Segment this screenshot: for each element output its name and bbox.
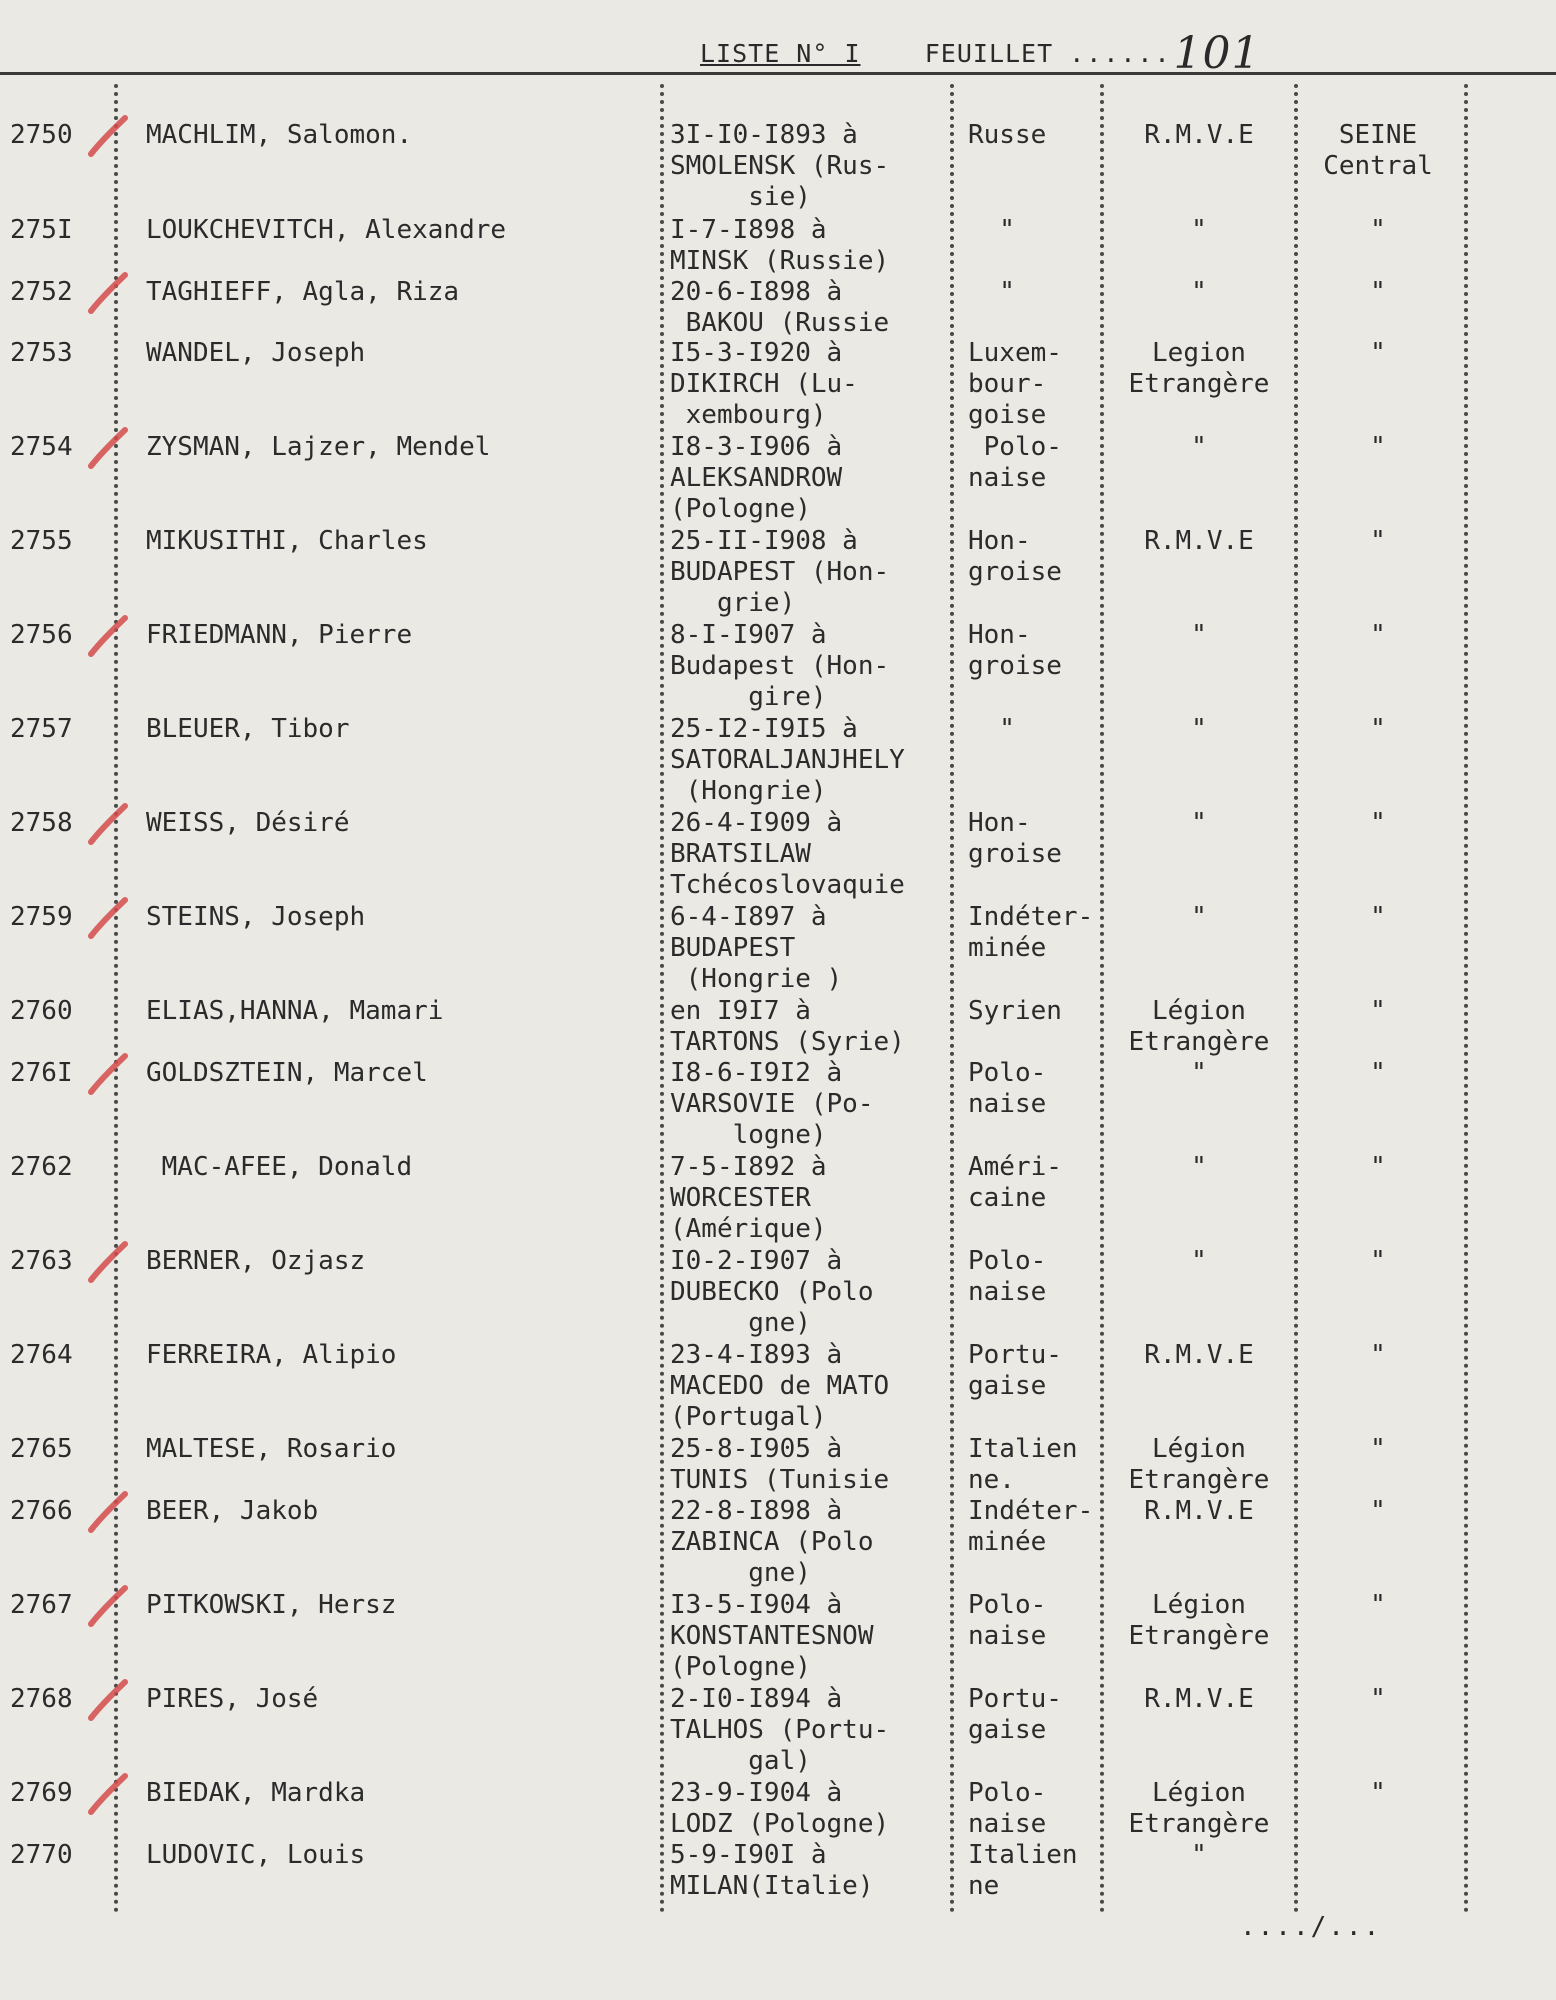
nationality: Polo- naise: [968, 1246, 1047, 1307]
record-number: 276I: [10, 1058, 73, 1088]
nationality: Luxem- bour- goise: [968, 338, 1062, 430]
person-name: GOLDSZTEIN, Marcel: [146, 1058, 428, 1088]
person-name: MAC-AFEE, Donald: [146, 1152, 413, 1182]
department: ": [1370, 808, 1386, 838]
nationality: Russe: [968, 120, 1047, 150]
record-number: 2753: [10, 338, 73, 368]
list-item: [0, 1246, 1556, 1340]
service-unit: ": [1191, 1840, 1207, 1870]
red-check-mark-icon: [88, 896, 128, 940]
person-name: BIEDAK, Mardka: [146, 1778, 366, 1808]
red-check-mark-icon: [88, 1678, 128, 1722]
person-name: BERNER, Ozjasz: [146, 1246, 366, 1276]
birth-date-place: 25-8-I905 à TUNIS (Tunisie: [670, 1434, 890, 1495]
person-name: PITKOWSKI, Hersz: [146, 1590, 397, 1620]
red-check-mark-icon: [88, 1052, 128, 1096]
department: ": [1370, 1590, 1386, 1620]
department: ": [1370, 526, 1386, 556]
service-unit: ": [1191, 902, 1207, 932]
list-item: [0, 1340, 1556, 1434]
department: ": [1370, 277, 1386, 307]
department: ": [1370, 1496, 1386, 1526]
birth-date-place: 7-5-I892 à WORCESTER (Amérique): [670, 1152, 827, 1244]
birth-date-place: 23-9-I904 à LODZ (Pologne): [670, 1778, 890, 1839]
service-unit: R.M.V.E: [1144, 1340, 1254, 1370]
person-name: BEER, Jakob: [146, 1496, 319, 1526]
birth-date-place: I3-5-I904 à KONSTANTESNOW (Pologne): [670, 1590, 874, 1682]
department: ": [1370, 1778, 1386, 1808]
red-check-mark-icon: [88, 802, 128, 846]
birth-date-place: I-7-I898 à MINSK (Russie): [670, 215, 890, 276]
nationality: Polo- naise: [968, 432, 1062, 493]
red-check-mark-icon: [88, 1584, 128, 1628]
person-name: PIRES, José: [146, 1684, 319, 1714]
service-unit: R.M.V.E: [1144, 1684, 1254, 1714]
list-item: [0, 1590, 1556, 1684]
department: ": [1370, 996, 1386, 1026]
nationality: Portu- gaise: [968, 1684, 1062, 1745]
record-number: 2762: [10, 1152, 73, 1182]
list-item: [0, 808, 1556, 902]
person-name: FERREIRA, Alipio: [146, 1340, 397, 1370]
birth-date-place: 2-I0-I894 à TALHOS (Portu- gal): [670, 1684, 890, 1776]
person-name: WANDEL, Joseph: [146, 338, 366, 368]
birth-date-place: 25-I2-I9I5 à SATORALJANJHELY (Hongrie): [670, 714, 905, 806]
service-unit: ": [1191, 1058, 1207, 1088]
nationality: Hon- groise: [968, 808, 1062, 869]
list-item: [0, 1152, 1556, 1246]
birth-date-place: I8-3-I906 à ALEKSANDROW (Pologne): [670, 432, 843, 524]
continuation-mark: ..../...: [1240, 1912, 1382, 1942]
birth-date-place: 3I-I0-I893 à SMOLENSK (Rus- sie): [670, 120, 890, 212]
service-unit: ": [1191, 620, 1207, 650]
department: ": [1370, 1058, 1386, 1088]
service-unit: Légion Etrangère: [1128, 1590, 1270, 1651]
nationality: Italien ne: [968, 1840, 1078, 1901]
service-unit: ": [1191, 1246, 1207, 1276]
nationality: Indéter- minée: [968, 902, 1094, 963]
service-unit: Légion Etrangère: [1128, 996, 1270, 1057]
birth-date-place: 26-4-I909 à BRATSILAW Tchécoslovaquie: [670, 808, 905, 900]
nationality: Syrien: [968, 996, 1062, 1026]
record-number: 275I: [10, 215, 73, 245]
record-number: 2759: [10, 902, 73, 932]
person-name: MACHLIM, Salomon.: [146, 120, 413, 150]
nationality: Italien ne.: [968, 1434, 1078, 1495]
nationality: ": [968, 215, 1015, 245]
nationality: Indéter- minée: [968, 1496, 1094, 1557]
person-name: MIKUSITHI, Charles: [146, 526, 428, 556]
list-item: [0, 432, 1556, 526]
person-name: MALTESE, Rosario: [146, 1434, 397, 1464]
service-unit: Légion Etrangère: [1128, 1434, 1270, 1495]
record-number: 2758: [10, 808, 73, 838]
service-unit: R.M.V.E: [1144, 1496, 1254, 1526]
list-title: LISTE N° I: [700, 39, 861, 68]
record-number: 2754: [10, 432, 73, 462]
red-check-mark-icon: [88, 426, 128, 470]
list-item: [0, 620, 1556, 714]
service-unit: R.M.V.E: [1144, 120, 1254, 150]
header-rule: [0, 72, 1556, 75]
record-number: 2764: [10, 1340, 73, 1370]
nationality: ": [968, 714, 1015, 744]
red-check-mark-icon: [88, 614, 128, 658]
birth-date-place: 23-4-I893 à MACEDO de MATO (Portugal): [670, 1340, 890, 1432]
record-number: 2750: [10, 120, 73, 150]
nationality: Portu- gaise: [968, 1340, 1062, 1401]
department: ": [1370, 714, 1386, 744]
list-item: [0, 526, 1556, 620]
record-number: 2756: [10, 620, 73, 650]
birth-date-place: 5-9-I90I à MILAN(Italie): [670, 1840, 874, 1901]
person-name: TAGHIEFF, Agla, Riza: [146, 277, 460, 307]
list-item: [0, 1496, 1556, 1590]
nationality: ": [968, 277, 1015, 307]
record-number: 2755: [10, 526, 73, 556]
nationality: Polo- naise: [968, 1590, 1047, 1651]
service-unit: ": [1191, 808, 1207, 838]
department: ": [1370, 1246, 1386, 1276]
person-name: ZYSMAN, Lajzer, Mendel: [146, 432, 491, 462]
red-check-mark-icon: [88, 1772, 128, 1816]
service-unit: Legion Etrangère: [1128, 338, 1270, 399]
record-number: 2765: [10, 1434, 73, 1464]
service-unit: ": [1191, 215, 1207, 245]
record-number: 2769: [10, 1778, 73, 1808]
list-item: [0, 902, 1556, 996]
birth-date-place: 6-4-I897 à BUDAPEST (Hongrie ): [670, 902, 843, 994]
nationality: Polo- naise: [968, 1058, 1047, 1119]
red-check-mark-icon: [88, 1240, 128, 1284]
nationality: Améri- caine: [968, 1152, 1062, 1213]
birth-date-place: 25-II-I908 à BUDAPEST (Hon- grie): [670, 526, 890, 618]
birth-date-place: I0-2-I907 à DUBECKO (Polo gne): [670, 1246, 874, 1338]
department: ": [1370, 1434, 1386, 1464]
service-unit: R.M.V.E: [1144, 526, 1254, 556]
sheet-label: FEUILLET: [924, 39, 1054, 68]
nationality: Polo- naise: [968, 1778, 1047, 1839]
record-number: 2767: [10, 1590, 73, 1620]
sheet-number: 101: [1173, 28, 1261, 79]
sheet-dots: ......: [1069, 39, 1172, 68]
department: ": [1370, 1684, 1386, 1714]
list-item: [0, 120, 1556, 214]
birth-date-place: en I9I7 à TARTONS (Syrie): [670, 996, 905, 1057]
service-unit: ": [1191, 432, 1207, 462]
service-unit: ": [1191, 714, 1207, 744]
record-number: 2760: [10, 996, 73, 1026]
service-unit: ": [1191, 1152, 1207, 1182]
red-check-mark-icon: [88, 271, 128, 315]
red-check-mark-icon: [88, 1490, 128, 1534]
department: ": [1370, 1152, 1386, 1182]
red-check-mark-icon: [88, 114, 128, 158]
record-number: 2752: [10, 277, 73, 307]
person-name: BLEUER, Tibor: [146, 714, 350, 744]
person-name: WEISS, Désiré: [146, 808, 350, 838]
birth-date-place: 8-I-I907 à Budapest (Hon- gire): [670, 620, 890, 712]
list-item: [0, 714, 1556, 808]
record-number: 2768: [10, 1684, 73, 1714]
list-item: [0, 1684, 1556, 1778]
nationality: Hon- groise: [968, 526, 1062, 587]
department: ": [1370, 215, 1386, 245]
birth-date-place: 22-8-I898 à ZABINCA (Polo gne): [670, 1496, 874, 1588]
service-unit: Légion Etrangère: [1128, 1778, 1270, 1839]
person-name: LOUKCHEVITCH, Alexandre: [146, 215, 507, 245]
department: ": [1370, 620, 1386, 650]
list-item: [0, 1058, 1556, 1152]
birth-date-place: I8-6-I9I2 à VARSOVIE (Po- logne): [670, 1058, 874, 1150]
record-number: 2766: [10, 1496, 73, 1526]
department: ": [1370, 1340, 1386, 1370]
birth-date-place: 20-6-I898 à BAKOU (Russie: [670, 277, 890, 338]
person-name: LUDOVIC, Louis: [146, 1840, 366, 1870]
department: SEINE Central: [1323, 120, 1433, 181]
department: ": [1370, 338, 1386, 368]
record-number: 2757: [10, 714, 73, 744]
person-name: FRIEDMANN, Pierre: [146, 620, 413, 650]
birth-date-place: I5-3-I920 à DIKIRCH (Lu- xembourg): [670, 338, 858, 430]
record-number: 2763: [10, 1246, 73, 1276]
department: ": [1370, 902, 1386, 932]
nationality: Hon- groise: [968, 620, 1062, 681]
person-name: STEINS, Joseph: [146, 902, 366, 932]
person-name: ELIAS,HANNA, Mamari: [146, 996, 444, 1026]
department: ": [1370, 432, 1386, 462]
list-item: [0, 338, 1556, 432]
service-unit: ": [1191, 277, 1207, 307]
record-number: 2770: [10, 1840, 73, 1870]
